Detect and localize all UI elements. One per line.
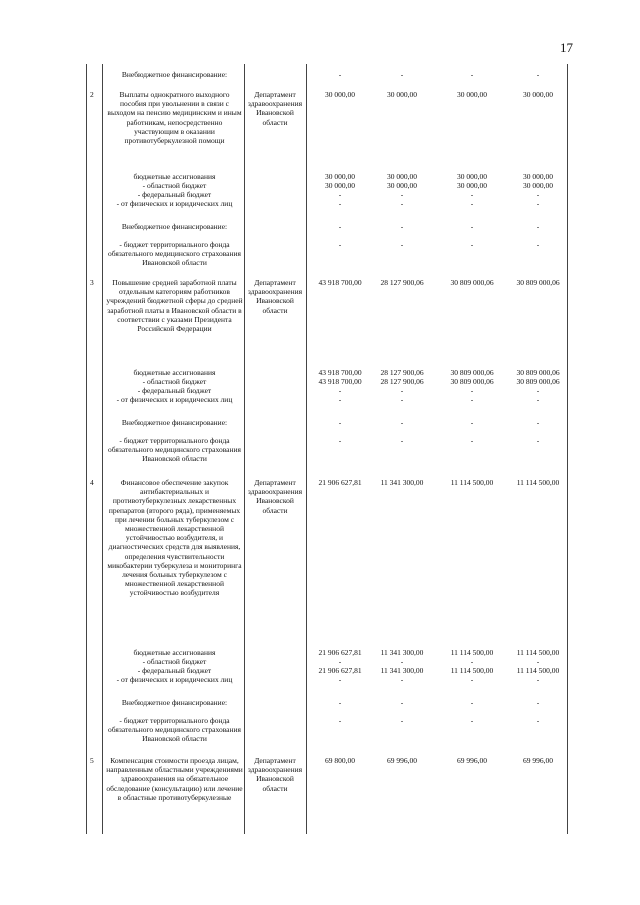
- sub-label: бюджетные ассигнования: [133, 368, 216, 377]
- value-cell: -: [400, 657, 404, 666]
- value-cell: 43 918 700,00: [318, 278, 362, 287]
- value-cell: -: [470, 199, 474, 208]
- value-cell: -: [400, 386, 404, 395]
- sub-label: Внебюджетное финансирование:: [121, 222, 228, 231]
- value-cell: -: [400, 436, 404, 445]
- value-cell: 30 000,00: [387, 90, 417, 99]
- value-cell: -: [536, 190, 540, 199]
- value-cell: -: [400, 698, 404, 707]
- sub-label: бюджетные ассигнования: [133, 172, 216, 181]
- value-cell: 11 114 500,00: [450, 648, 494, 657]
- value-cell: 69 996,00: [523, 756, 553, 765]
- value-cell: -: [338, 199, 342, 208]
- value-cell: 30 000,00: [457, 90, 487, 99]
- value-cell: 30 000,00: [523, 181, 553, 190]
- value-cell: 30 000,00: [325, 90, 355, 99]
- row-description: Внебюджетное финансирование:: [121, 70, 228, 79]
- value-cell: 43 918 700,00: [318, 368, 362, 377]
- value-cell: -: [338, 222, 342, 231]
- value-cell: 11 341 300,00: [380, 478, 424, 487]
- value-cell: 21 906 627,81: [318, 666, 362, 675]
- row-description: Выплаты однократного выходного пособия при увольнении в связи с выходом на пенсию медицинским и иным работникам, непосредственно участвующим в оказании противотуберкулезной помощи: [107, 90, 242, 146]
- value-cell: 30 000,00: [523, 90, 553, 99]
- value-cell: 11 114 500,00: [450, 666, 494, 675]
- value-cell: -: [470, 240, 474, 249]
- value-cell: 11 114 500,00: [516, 478, 560, 487]
- value-cell: -: [338, 698, 342, 707]
- row-number: 5: [90, 756, 94, 765]
- value-cell: -: [338, 386, 342, 395]
- value-cell: 30 000,00: [325, 172, 355, 181]
- row-description: Повышение средней заработной платы отдельным категориям работников учреждений бюджетной сферы до средней заработной платы в Ивановской области в соответствии с указами Президента Российской Федерации: [106, 278, 243, 334]
- sub-label: Внебюджетное финансирование:: [121, 698, 228, 707]
- value-cell: 30 000,00: [387, 172, 417, 181]
- value-cell: 30 000,00: [387, 181, 417, 190]
- value-cell: 11 114 500,00: [516, 648, 560, 657]
- value-cell: 69 996,00: [387, 756, 417, 765]
- value-cell: -: [400, 240, 404, 249]
- value-cell: 28 127 900,06: [380, 377, 424, 386]
- value-cell: -: [470, 657, 474, 666]
- value-cell: -: [470, 418, 474, 427]
- value-cell: -: [400, 716, 404, 725]
- value-cell: -: [338, 675, 342, 684]
- sub-label: - бюджет территориального фонда обязательного медицинского страхования Ивановской области: [108, 240, 241, 268]
- sub-label: - федеральный бюджет: [137, 666, 212, 675]
- value-cell: -: [536, 70, 540, 79]
- row-number: 3: [90, 278, 94, 287]
- value-cell: 21 906 627,81: [318, 478, 362, 487]
- value-cell: 28 127 900,06: [380, 368, 424, 377]
- value-cell: 30 809 000,06: [450, 278, 494, 287]
- sub-label: - от физических и юридических лиц: [116, 199, 233, 208]
- value-cell: 69 996,00: [457, 756, 487, 765]
- value-cell: -: [400, 199, 404, 208]
- value-cell: -: [400, 190, 404, 199]
- value-cell: 11 114 500,00: [516, 666, 560, 675]
- value-cell: 30 000,00: [523, 172, 553, 181]
- value-cell: -: [470, 675, 474, 684]
- sub-label: - бюджет территориального фонда обязательного медицинского страхования Ивановской области: [108, 716, 241, 744]
- value-cell: -: [338, 395, 342, 404]
- value-cell: 30 809 000,06: [516, 368, 560, 377]
- row-number: 2: [90, 90, 94, 99]
- budget-table: [86, 64, 568, 834]
- value-cell: -: [338, 716, 342, 725]
- value-cell: -: [338, 190, 342, 199]
- row-description: Компенсация стоимости проезда лицам, направленным областными учреждениями здравоохранения на обязательное обследование (консультацию) или лечение в областные противотуберкулезные: [106, 756, 243, 802]
- value-cell: 30 809 000,06: [450, 368, 494, 377]
- value-cell: -: [470, 436, 474, 445]
- sub-label: - федеральный бюджет: [137, 190, 212, 199]
- row-executor: Департамент здравоохранения Ивановской области: [247, 756, 303, 793]
- value-cell: -: [536, 386, 540, 395]
- value-cell: -: [536, 240, 540, 249]
- value-cell: -: [536, 675, 540, 684]
- value-cell: -: [536, 716, 540, 725]
- value-cell: -: [536, 395, 540, 404]
- value-cell: -: [536, 222, 540, 231]
- sub-label: - бюджет территориального фонда обязательного медицинского страхования Ивановской области: [108, 436, 241, 464]
- value-cell: -: [338, 240, 342, 249]
- value-cell: -: [338, 70, 342, 79]
- value-cell: -: [470, 395, 474, 404]
- sub-label: бюджетные ассигнования: [133, 648, 216, 657]
- value-cell: -: [400, 675, 404, 684]
- sub-label: - от физических и юридических лиц: [116, 395, 233, 404]
- value-cell: -: [536, 657, 540, 666]
- value-cell: -: [338, 418, 342, 427]
- value-cell: 11 341 300,00: [380, 648, 424, 657]
- value-cell: -: [470, 222, 474, 231]
- sub-label: - областной бюджет: [142, 657, 207, 666]
- value-cell: 30 000,00: [457, 172, 487, 181]
- row-description: Финансовое обеспечение закупок антибактериальных и противотуберкулезных лекарственных препаратов (второго ряда), применяемых при лечении больных туберкулезом с множественной лекарственной устойчивостью возбудителя, и диагностических средств для выявления, определения чувствительности микобактерии туберкулеза и мониторинга лечения больных туберкулезом с множественной лекарственной устойчивостью возбудителя: [107, 478, 242, 598]
- value-cell: 28 127 900,06: [380, 278, 424, 287]
- row-executor: Департамент здравоохранения Ивановской области: [247, 90, 303, 127]
- value-cell: 30 000,00: [457, 181, 487, 190]
- row-executor: Департамент здравоохранения Ивановской области: [247, 478, 303, 515]
- value-cell: -: [400, 418, 404, 427]
- value-cell: -: [400, 395, 404, 404]
- value-cell: -: [338, 436, 342, 445]
- sub-label: - областной бюджет: [142, 181, 207, 190]
- sub-label: Внебюджетное финансирование:: [121, 418, 228, 427]
- value-cell: 30 809 000,06: [516, 278, 560, 287]
- value-cell: 11 114 500,00: [450, 478, 494, 487]
- value-cell: -: [338, 657, 342, 666]
- sub-label: - областной бюджет: [142, 377, 207, 386]
- value-cell: -: [470, 716, 474, 725]
- value-cell: -: [470, 190, 474, 199]
- value-cell: -: [400, 222, 404, 231]
- value-cell: 30 809 000,06: [516, 377, 560, 386]
- value-cell: 11 341 300,00: [380, 666, 424, 675]
- value-cell: -: [536, 199, 540, 208]
- value-cell: -: [470, 70, 474, 79]
- sub-label: - федеральный бюджет: [137, 386, 212, 395]
- value-cell: 43 918 700,00: [318, 377, 362, 386]
- value-cell: -: [536, 418, 540, 427]
- row-executor: Департамент здравоохранения Ивановской области: [247, 278, 303, 315]
- value-cell: -: [470, 698, 474, 707]
- value-cell: -: [470, 386, 474, 395]
- value-cell: 69 800,00: [325, 756, 355, 765]
- page-number: 17: [560, 40, 573, 55]
- sub-label: - от физических и юридических лиц: [116, 675, 233, 684]
- value-cell: -: [400, 70, 404, 79]
- value-cell: 30 809 000,06: [450, 377, 494, 386]
- value-cell: -: [536, 698, 540, 707]
- value-cell: -: [536, 436, 540, 445]
- row-number: 4: [90, 478, 94, 487]
- value-cell: 30 000,00: [325, 181, 355, 190]
- value-cell: 21 906 627,81: [318, 648, 362, 657]
